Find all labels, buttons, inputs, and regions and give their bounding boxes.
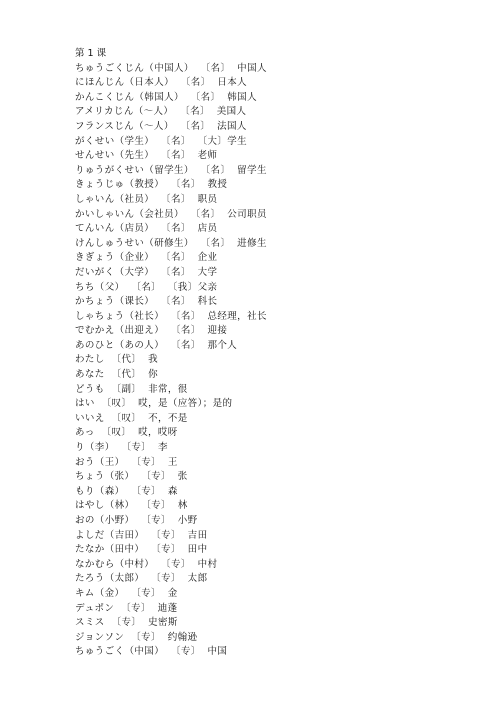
vocab-line: いいえ 〔叹〕 不，不是 — [75, 412, 188, 424]
document-content — [75, 47, 475, 660]
vocab-line: ちゅうごくじん（中国人） 〔名〕 中国人 — [75, 62, 267, 74]
lesson-title: 第 1 课 — [75, 48, 107, 59]
vocab-line: り（李） 〔专〕 李 — [75, 442, 168, 454]
vocab-line: でむかえ（出迎え） 〔名〕 迎接 — [75, 325, 228, 337]
vocab-line: キム（金） 〔专〕 金 — [75, 587, 178, 599]
vocab-line: りゅうがくせい（留学生） 〔名〕 留学生 — [75, 164, 267, 176]
vocab-line: はやし（林） 〔专〕 林 — [75, 500, 188, 512]
vocab-line: かちょう（课长） 〔名〕 科长 — [75, 296, 218, 308]
vocabulary-list — [75, 62, 475, 660]
vocab-line: よしだ（吉田） 〔专〕 吉田 — [75, 529, 208, 541]
vocab-line: あなた 〔代〕 你 — [75, 369, 158, 381]
vocab-line: あっ 〔叹〕 哎，哎呀 — [75, 427, 178, 439]
vocab-line: しゃいん（社员） 〔名〕 职员 — [75, 193, 218, 205]
vocab-line: かいしゃいん（会社员） 〔名〕 公司职员 — [75, 208, 267, 220]
vocab-line: がくせい（学生） 〔名〕 〔大〕学生 — [75, 135, 248, 147]
vocab-line: せんせい（先生） 〔名〕 老师 — [75, 150, 218, 162]
vocab-line: スミス 〔专〕 史密斯 — [75, 617, 178, 629]
vocab-line: もり（森） 〔专〕 森 — [75, 485, 178, 497]
vocab-line: あのひと（あの人） 〔名〕 那个人 — [75, 339, 238, 351]
vocab-line: ちゅうごく（中国） 〔专〕 中国 — [75, 646, 228, 658]
vocab-line: わたし 〔代〕 我 — [75, 354, 158, 366]
vocab-line: たなか（田中） 〔专〕 田中 — [75, 544, 208, 556]
vocab-line: アメリカじん（～人） 〔名〕 美国人 — [75, 106, 247, 118]
vocab-line: けんしゅうせい（研修生） 〔名〕 进修生 — [75, 237, 267, 249]
vocab-line: デュポン 〔专〕 迪蓬 — [75, 602, 178, 614]
vocab-line: にほんじん（日本人） 〔名〕 日本人 — [75, 77, 248, 89]
vocab-line: しゃちょう（社长） 〔名〕 总经理，社长 — [75, 310, 267, 322]
vocab-line: なかむら（中村） 〔专〕 中村 — [75, 558, 218, 570]
vocab-line: ちち（父） 〔名〕 〔我〕父亲 — [75, 281, 218, 293]
vocab-line: フランスじん（～人） 〔名〕 法国人 — [75, 120, 247, 132]
vocab-line: おの（小野） 〔专〕 小野 — [75, 515, 198, 526]
vocab-line: たろう（太郎） 〔专〕 太郎 — [75, 573, 208, 585]
vocab-line: てんいん（店员） 〔名〕 店员 — [75, 223, 218, 235]
vocab-line: だいがく（大学） 〔名〕 大学 — [75, 266, 218, 278]
vocab-line: ジョンソン 〔专〕 约翰逊 — [75, 631, 198, 643]
vocab-line: はい 〔叹〕 哎，是（应答）；是的 — [75, 398, 233, 410]
vocab-line: どうも 〔副〕 非常，很 — [75, 383, 188, 395]
vocab-line: ちょう（张） 〔专〕 张 — [75, 471, 188, 483]
vocab-line: かんこくじん（韩国人） 〔名〕 韩国人 — [75, 91, 257, 103]
vocab-line: おう（王） 〔专〕 王 — [75, 456, 178, 468]
vocab-line: きぎょう（企业） 〔名〕 企业 — [75, 252, 218, 264]
vocab-line: きょうじゅ（教授） 〔名〕 教授 — [75, 179, 228, 191]
